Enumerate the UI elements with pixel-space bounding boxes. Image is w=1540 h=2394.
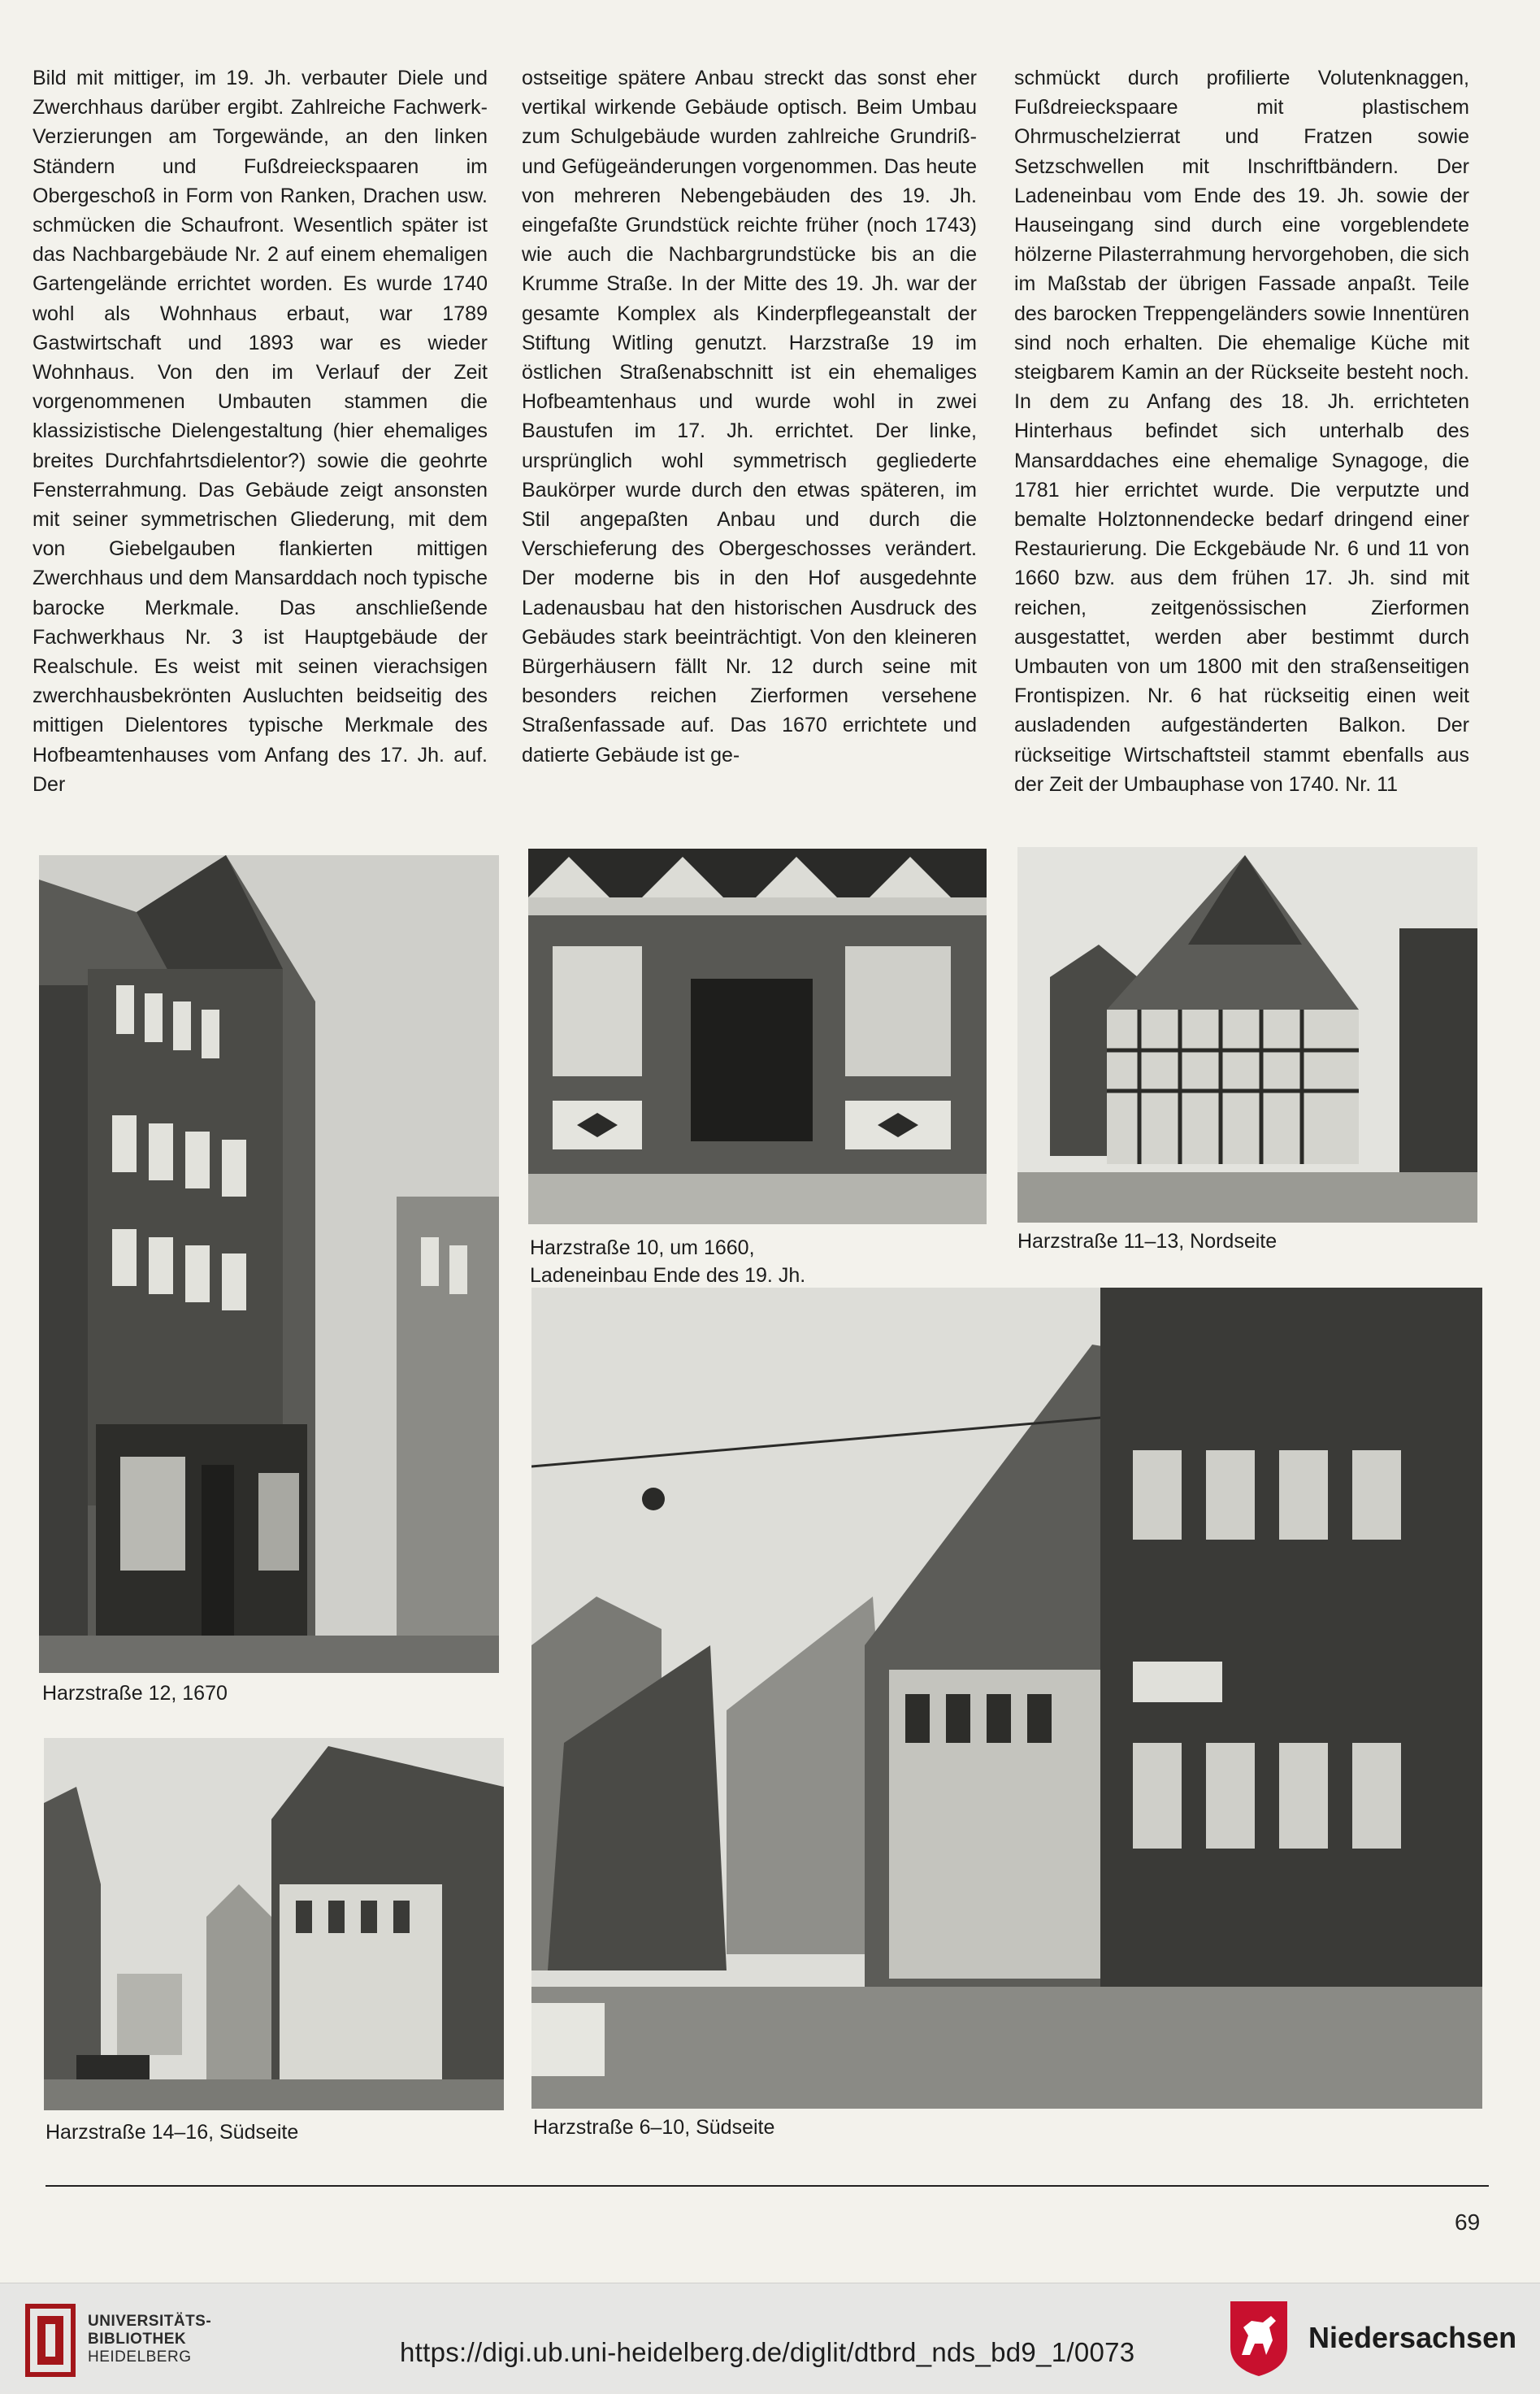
text-column-3 <box>1014 63 1469 811</box>
viewer-footer <box>0 2283 1540 2394</box>
niedersachsen-horse-icon[interactable] <box>1227 2298 1291 2378</box>
library-line-3: HEIDELBERG <box>88 2348 192 2366</box>
text-column-1-body: Bild mit mittiger, im 19. Jh. verbauter Diele und Zwerchhaus darüber ergibt. Zahlreiche Fachwerk-Verzierungen am Torgewände, an den linken Ständern und Fußdreieckspaaren im Obergeschoß in Form von Ranken, Drachen usw. schmücken die Schaufront. Wesentlich später ist das Nachbargebäude Nr. 2 auf einem ehemaligen Gartengelände errichtet worden. Es wurde 1740 wohl als Wohnhaus erbaut, war 1789 Gastwirtschaft und 1893 war es wieder Wohnhaus. Von den im Verlauf der Zeit vorgenommenen Umbauten stammen die klassizistische Dielengestaltung (hier ehemaliges breites Durchfahrtsdielentor?) sowie die geohrte Fensterrahmung. Das Gebäude zeigt ansonsten mit seiner symmetrischen Gliederung, mit dem von Giebelgauben flankierten mittigen Zwerchhaus und dem Mansarddach noch typische barocke Merkmale. Das anschließende Fachwerkhaus Nr. 3 ist Hauptgebäude der Realschule. Es weist mit seinen vierachsigen zwerchhausbekrönten Ausluchten beidseitig des mittigen Dielentores typische Merkmale des Hofbeamtenhauses vom Anfang des 17. Jh. auf. Der <box>33 67 488 796</box>
text-column-2-body: ostseitige spätere Anbau streckt das sonst eher vertikal wirkende Gebäude optisch. Beim Umbau zum Schulgebäude wurden zahlreiche Grundriß- und Gefügeänderungen vorgenommen. Das heute von mehreren Nebengebäuden des 19. Jh. eingefaßte Grundstück reichte früher (noch 1743) wie auch die Nachbargrundstücke bis an die Krumme Straße. In der Mitte des 19. Jh. war der gesamte Komplex als Kinderpflegeanstalt der Stiftung Witling genutzt. Harzstraße 19 im östlichen Straßenabschnitt ist ein ehemaliges Hofbeamtenhaus und wurde wohl in zwei Baustufen im 17. Jh. errichtet. Der linke, ursprünglich wohl symmetrisch gegliederte Baukörper wurde durch den etwas späteren, im Stil angepaßten Anbau und durch die Verschieferung des Obergeschosses verändert. Der moderne bis in den Hof ausgedehnte Ladenausbau hat den historischen Ausdruck des Gebäudes stark beeinträchtigt. Von den kleineren Bürgerhäusern fällt Nr. 12 durch seine mit besonders reichen Zierformen versehene Straßenfassade auf. Das 1670 errichtete und datierte Gebäude ist ge- <box>522 67 977 767</box>
page-footer-rule <box>46 2185 1489 2187</box>
photo-harzstrasse-12 <box>39 855 499 1673</box>
permalink-url[interactable]: https://digi.ub.uni-heidelberg.de/diglit/dtbrd_nds_bd9_1/0073 <box>400 2337 1135 2367</box>
caption-harzstrasse-6-10: Harzstraße 6–10, Südseite <box>533 2116 775 2139</box>
text-column-2 <box>522 63 977 811</box>
photo-harzstrasse-10 <box>528 849 987 1224</box>
library-line-2: BIBLIOTHEK <box>88 2331 187 2348</box>
caption-harzstrasse-12: Harzstraße 12, 1670 <box>42 1682 228 1705</box>
page-number: 69 <box>1455 2209 1481 2235</box>
caption-harzstrasse-10-line2: Ladeneinbau Ende des 19. Jh. <box>530 1264 806 1287</box>
caption-harzstrasse-10-line1: Harzstraße 10, um 1660, <box>530 1236 755 1259</box>
text-column-1 <box>33 63 488 811</box>
caption-harzstrasse-14-16: Harzstraße 14–16, Südseite <box>46 2121 299 2144</box>
library-line-1: UNIVERSITÄTS- <box>88 2313 212 2330</box>
caption-harzstrasse-11-13: Harzstraße 11–13, Nordseite <box>1017 1230 1278 1253</box>
photo-harzstrasse-11-13 <box>1017 847 1477 1223</box>
text-column-3-body: schmückt durch profilierte Volutenknaggen, Fußdreieckspaare mit plastischem Ohrmuschelzierrat und Fratzen sowie Setzschwellen mit Inschriftbändern. Der Ladeneinbau vom Ende des 19. Jh. sowie der Hauseingang sind durch eine vorgeblendete hölzerne Pilasterrahmung hervorgehoben, die sich im Maßstab der übrigen Fassade anpaßt. Teile des barocken Treppengeländers sowie Innentüren sind noch erhalten. Die ehemalige Küche mit steigbarem Kamin an der Rückseite besteht noch. In dem zu Anfang des 18. Jh. errichteten Hinterhaus befindet sich unterhalb des Mansarddaches eine ehemalige Synagoge, die 1781 hier errichtet wurde. Die verputzte und bemalte Holztonnendecke bedarf dringend einer Restaurierung. Die Eckgebäude Nr. 6 und 11 von 1660 bzw. aus dem frühen 17. Jh. sind mit reichen, zeitgenössischen Zierformen ausgestattet, werden aber bestimmt durch Umbauten von um 1800 mit den straßenseitigen Frontispizen. Nr. 6 hat rückseitig einen weit ausladenden aufgeständerten Balkon. Der rückseitige Wirtschaftsteil stammt ebenfalls aus der Zeit der Umbauphase von 1740. Nr. 11 <box>1014 67 1469 796</box>
photo-harzstrasse-14-16 <box>44 1738 504 2110</box>
university-library-logo[interactable] <box>23 2300 78 2381</box>
university-library-name <box>88 2313 211 2366</box>
partner-name: Niedersachsen <box>1308 2321 1517 2354</box>
photo-harzstrasse-6-10 <box>531 1288 1482 2109</box>
caption-harzstrasse-10 <box>530 1234 805 1289</box>
